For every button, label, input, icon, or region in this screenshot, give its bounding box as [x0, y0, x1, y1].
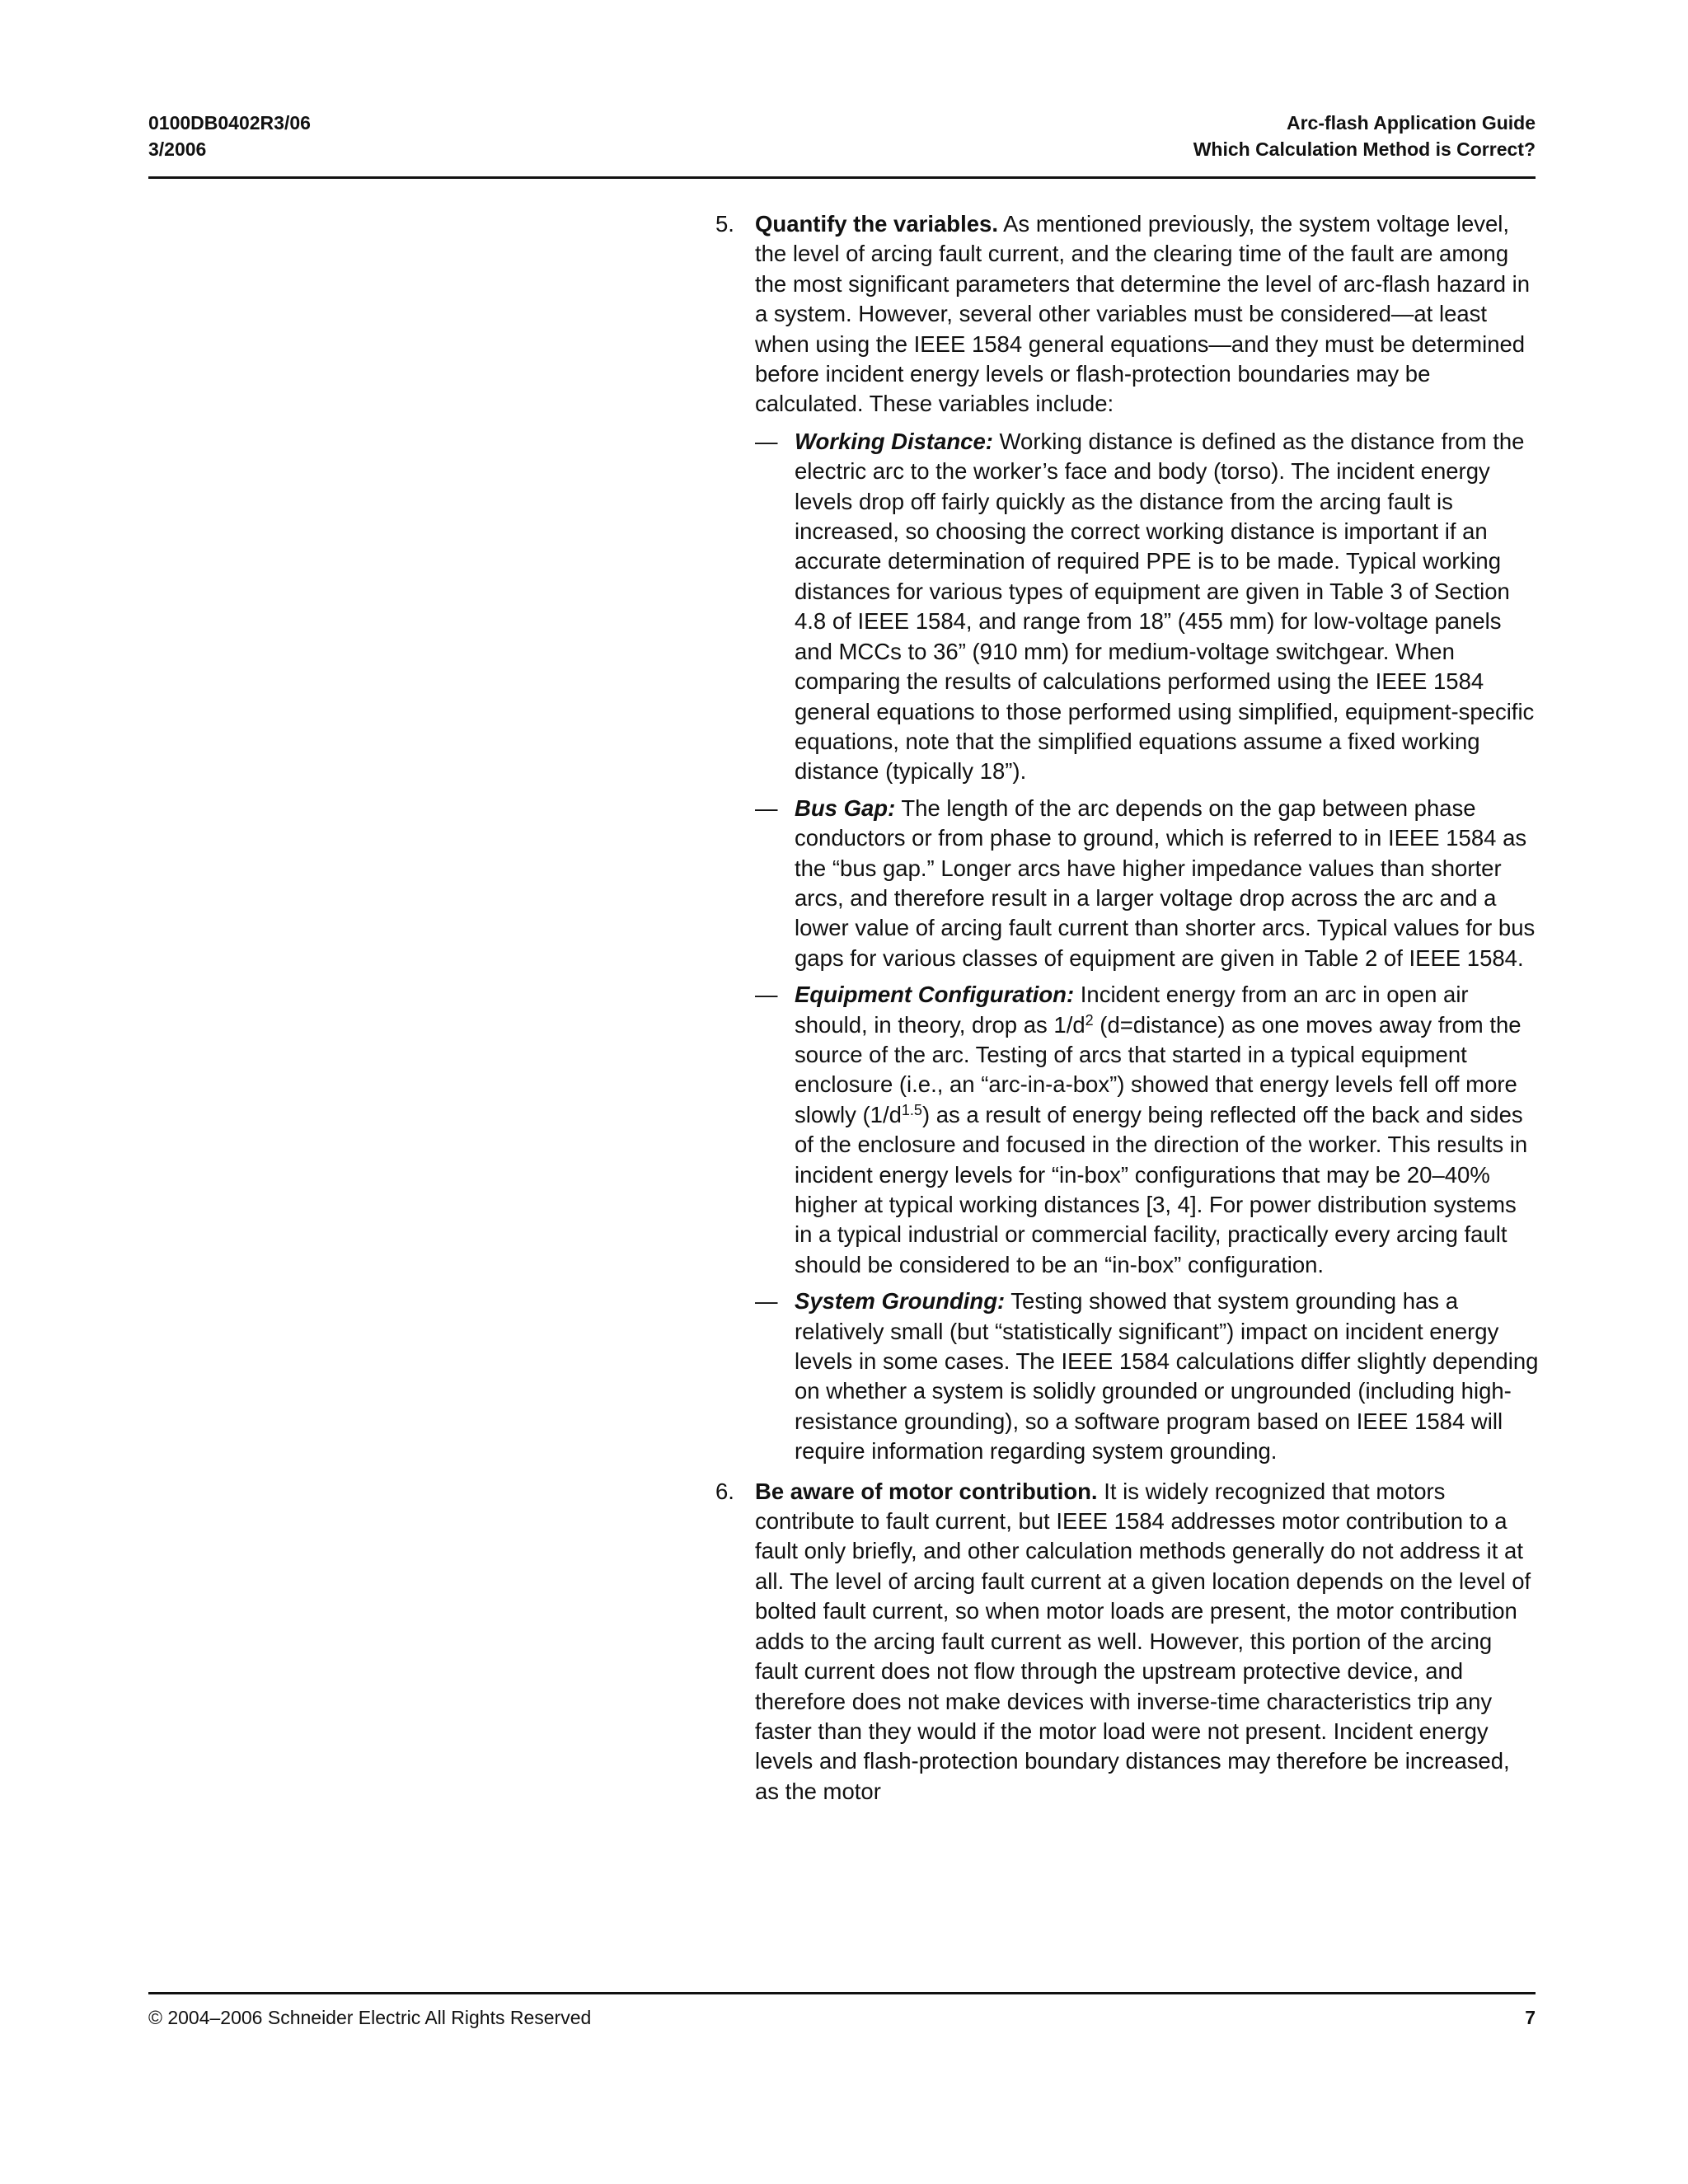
header-left [148, 110, 311, 162]
bus-gap-text: The length of the arc depends on the gap between phase conductors or from phase to ground, which is referred to in IEEE 1584 as the “bus gap.” Longer arcs have higher impedance values than shorter arcs, and therefore result in a larger voltage drop across the arc and a lower value of arcing fault current than shorter arcs. Typical values for bus gaps for various classes of equipment are given in Table 2 of IEEE 1584. [795, 794, 1536, 971]
guide-title: Arc-flash Application Guide [1286, 112, 1536, 134]
dash-bullet: — [755, 428, 778, 454]
copyright-notice: © 2004–2006 Schneider Electric All Rights Reserved [148, 2007, 592, 2028]
term-equipment-configuration: Equipment Configuration: [795, 982, 1075, 1008]
variable-bus-gap [755, 794, 1540, 973]
item-6-paragraph [755, 1477, 1540, 1807]
dash-bullet: — [755, 1288, 778, 1315]
item-5-text: As mentioned previously, the system voltage level, the level of arcing fault current, and the clearing time of the fault are among the most significant parameters that determine the level of arc-flash hazard in a system. However, several other variables must be considered—at least when using the IEEE 1584 general equations—and they must be determined before incident energy levels or flash-protection boundaries may be calculated. These variables include: [755, 211, 1531, 417]
equipment-configuration-text-b: (d=distance) as one moves away from the source of the arc. Testing of arcs that started in a typical equipment enclosure (i.e., an “arc-in-a-box”) showed that energy levels fell off more slowly (1/d [795, 1011, 1522, 1127]
footer-divider [148, 1992, 1536, 1994]
term-system-grounding: System Grounding: [795, 1288, 1006, 1315]
term-working-distance: Working Distance: [795, 428, 993, 454]
variables-list [755, 427, 1540, 1467]
variable-working-distance [755, 427, 1540, 787]
item-5-lead: Quantify the variables. [755, 211, 998, 237]
page-body [715, 209, 1540, 1807]
list-item-5 [715, 209, 1540, 1467]
superscript-exponent: 1.5 [901, 1101, 922, 1118]
list-number: 6. [715, 1478, 734, 1504]
page-number: 7 [1525, 2007, 1536, 2028]
working-distance-text: Working distance is defined as the distance from the electric arc to the worker’s face and body (torso). The incident energy levels drop off fairly quickly as the distance from the arcing fault is increased, so choosing the correct working distance is important if an accurate determination of required PPE is to be made. Typical working distances for various types of equipment are given in Table 3 of Section 4.8 of IEEE 1584, and range from 18” (455 mm) for low-voltage panels and MCCs to 36” (910 mm) for medium-voltage switchgear. When comparing the results of calculations performed using the IEEE 1584 general equations to those performed using simplified, equipment-specific equations, note that the simplified equations assume a fixed working distance (typically 18”). [795, 428, 1535, 785]
section-title: Which Calculation Method is Correct? [1193, 138, 1536, 160]
dash-bullet: — [755, 982, 778, 1008]
list-number: 5. [715, 211, 734, 237]
system-grounding-text: Testing showed that system grounding has a relatively small (but “statistically significant”) impact on incident energy levels in some cases. The IEEE 1584 calculations differ slightly depending on whether a system is solidly grounded or ungrounded (including high-resistance grounding), so a software program based on IEEE 1584 will require information regarding system grounding. [795, 1288, 1539, 1465]
variable-system-grounding [755, 1286, 1540, 1466]
variable-equipment-configuration [755, 980, 1540, 1280]
superscript-exponent: 2 [1085, 1011, 1094, 1029]
equipment-configuration-text-a: Incident energy from an arc in open air should, in theory, drop as 1/d [795, 982, 1469, 1038]
header-divider [148, 176, 1536, 179]
document-date: 3/2006 [148, 138, 207, 160]
list-item-6 [715, 1477, 1540, 1807]
document-number: 0100DB0402R3/06 [148, 112, 311, 134]
equipment-configuration-text-c: ) as a result of energy being reflected off the back and sides of the enclosure and focused in the direction of the worker. This results in incident energy levels for “in-box” configurations that may be 20–40% higher at typical working distances [3, 4]. For power distribution systems in a typical industrial or commercial facility, practically every arcing fault should be considered to be an “in-box” configuration. [795, 1101, 1528, 1277]
item-6-lead: Be aware of motor contribution. [755, 1478, 1098, 1504]
term-bus-gap: Bus Gap: [795, 794, 896, 821]
dash-bullet: — [755, 794, 778, 821]
item-6-text: It is widely recognized that motors contribute to fault current, but IEEE 1584 addresses motor contribution to a fault only briefly, and other calculation methods generally do not address it at all. The level of arcing fault current at a given location depends on the level of bolted fault current, so when motor loads are present, the motor contribution adds to the arcing fault current as well. However, this portion of the arcing fault current does not flow through the upstream protective device, and therefore does not make devices with inverse-time characteristics trip any faster than they would if the motor load were not present. Incident energy levels and flash-protection boundary distances may therefore be increased, as the motor [755, 1478, 1531, 1804]
header-right [1193, 110, 1536, 162]
item-5-paragraph [755, 209, 1540, 419]
